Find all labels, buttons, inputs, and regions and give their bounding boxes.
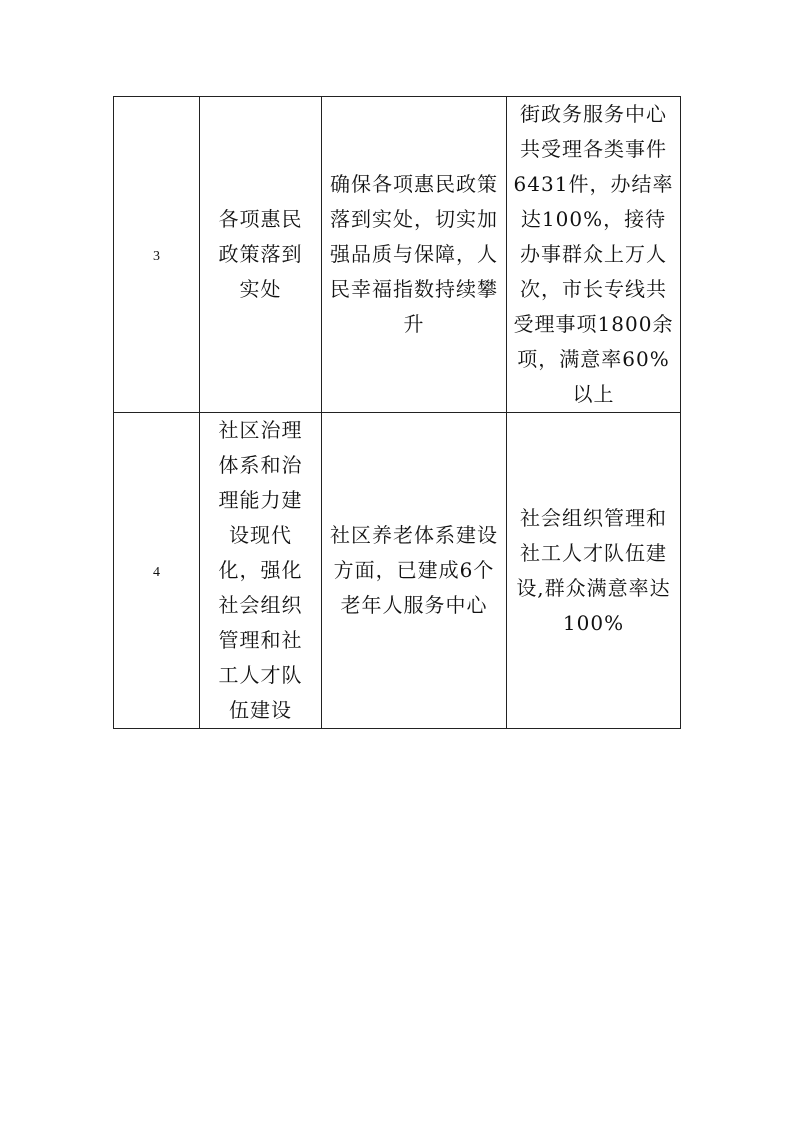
content-table: [113, 96, 681, 729]
result-cell: [507, 413, 681, 729]
item-text: 社区治理体系和治理能力建设现代化，强化社会组织管理和社工人才队伍建设: [218, 418, 303, 722]
row-number: 3: [153, 248, 160, 264]
table-row: [114, 97, 681, 413]
row-number: 4: [153, 564, 160, 580]
measure-cell: [322, 97, 507, 413]
result-cell: [507, 97, 681, 413]
row-number-cell: [114, 413, 200, 729]
measure-text: 确保各项惠民政策落到实处，切实加强品质与保障，人民幸福指数持续攀升: [330, 172, 498, 336]
measure-cell: [322, 413, 507, 729]
item-text: 各项惠民政策落到实处: [218, 207, 303, 301]
item-cell: [200, 97, 322, 413]
table-row: [114, 413, 681, 729]
item-cell: [200, 413, 322, 729]
measure-text: 社区养老体系建设方面，已建成6个老年人服务中心: [330, 523, 498, 617]
row-number-cell: [114, 97, 200, 413]
result-text: 社会组织管理和社工人才队伍建设,群众满意率达100%: [516, 505, 671, 635]
result-text: 街政务服务中心共受理各类事件6431件，办结率达100%，接待办事群众上万人次，市长专线共受理事项1800余项，满意率60%以上: [513, 102, 674, 406]
